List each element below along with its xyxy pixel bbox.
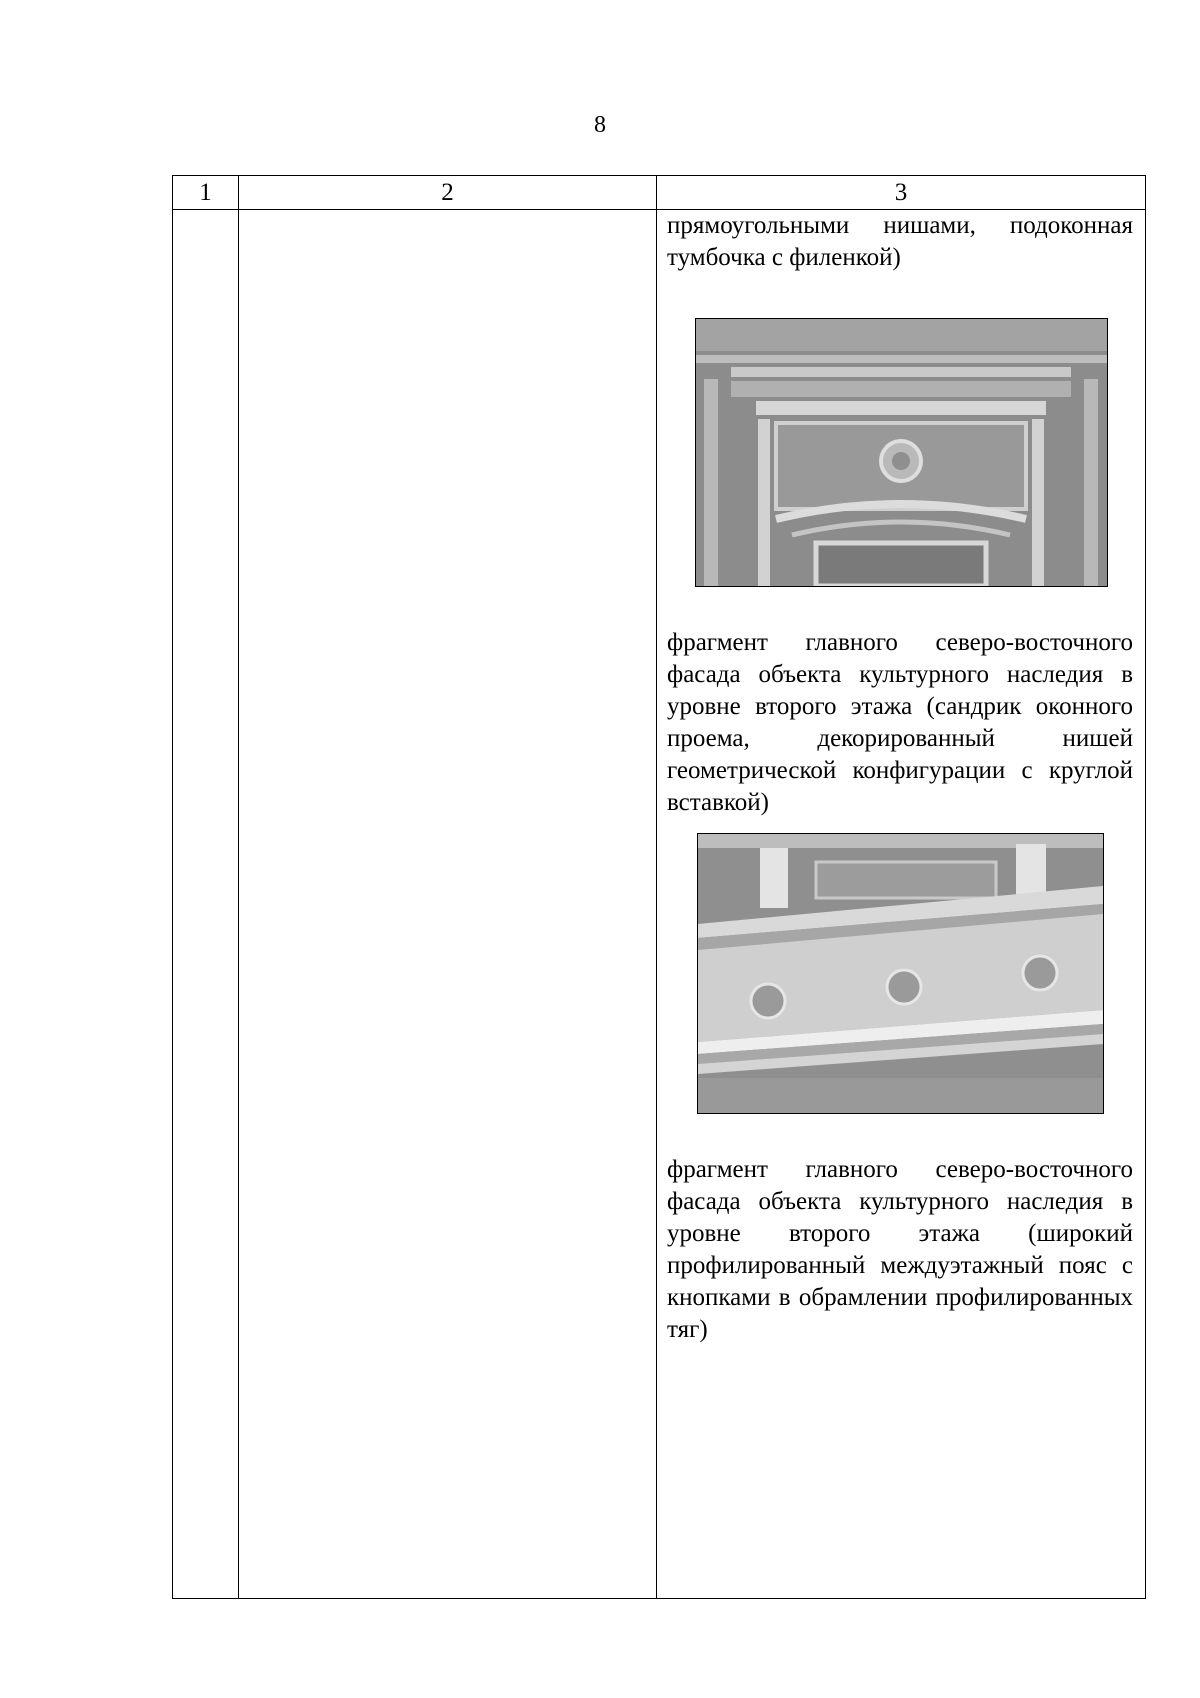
photo2-caption: фрагмент главного северо-восточного фасада объекта культурного наследия в уровне второго этажа (широкий профилированный междуэтажный пояс с кнопками в обрамлении профилированных тяг) xyxy=(667,1156,1133,1343)
content-table xyxy=(172,175,1146,1599)
photo1-caption: фрагмент главного северо-восточного фасада объекта культурного наследия в уровне второго этажа (сандрик оконного проема, декорированный нишей геометрической конфигурации с круглой вставкой) xyxy=(667,629,1133,816)
intro-text: прямоугольными нишами, подоконная тумбочка с филенкой) xyxy=(667,212,1133,271)
facade-photo-window-pediment xyxy=(695,318,1108,587)
column-divider xyxy=(238,176,239,1598)
header-col-2: 2 xyxy=(441,179,454,206)
header-col-3: 3 xyxy=(894,179,908,206)
header-col-1: 1 xyxy=(199,179,212,206)
page-number: 8 xyxy=(594,112,606,138)
col3-content xyxy=(667,210,1133,1346)
facade-photo-interfloor-belt xyxy=(697,833,1104,1114)
column-divider xyxy=(656,176,657,1598)
